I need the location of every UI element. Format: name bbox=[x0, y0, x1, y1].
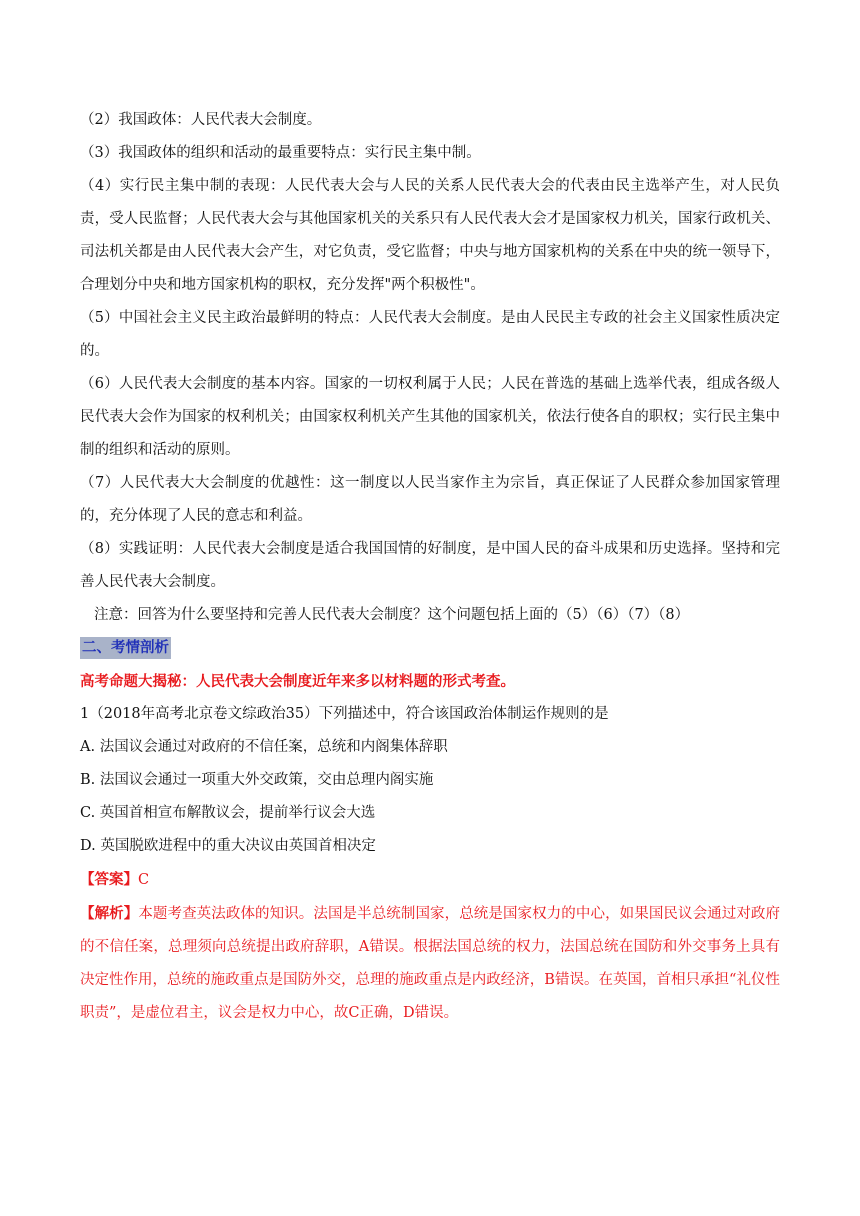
paragraph-5: （5）中国社会主义民主政治最鲜明的特点：人民代表大会制度。是由人民民主专政的社会主义国家性质决定的。 bbox=[80, 310, 780, 359]
analysis-label: 【解析】 bbox=[80, 905, 139, 922]
paragraph-6: （6）人民代表大会制度的基本内容。国家的一切权利属于人民；人民在普选的基础上选举代表，组成各级人民代表大会作为国家的权利机关；由国家权利机关产生其他的国家机关，依法行使各自的职权；实行民主集中制的组织和活动的原则。 bbox=[80, 376, 780, 458]
document-body bbox=[80, 104, 780, 1030]
exam-reveal: 高考命题大揭秘：人民代表大会制度近年来多以材料题的形式考查。 bbox=[80, 673, 515, 690]
paragraph-4: （4）实行民主集中制的表现：人民代表大会与人民的关系人民代表大会的代表由民主选举产生，对人民负责，受人民监督；人民代表大会与其他国家机关的关系只有人民代表大会才是国家权力机关，国家行政机关、司法机关都是由人民代表大会产生，对它负责，受它监督；中央与地方国家机构的关系在中央的统一领导下，合理划分中央和地方国家机构的职权，充分发挥"两个积极性"。 bbox=[80, 178, 780, 293]
paragraph-7: （7）人民代表大大会制度的优越性：这一制度以人民当家作主为宗旨，真正保证了人民群众参加国家管理的，充分体现了人民的意志和利益。 bbox=[80, 475, 780, 524]
note-paragraph: 注意：回答为什么要坚持和完善人民代表大会制度？这个问题包括上面的（5）（6）（7）（8） bbox=[94, 607, 690, 623]
analysis-paragraph bbox=[80, 897, 780, 1030]
question-option-a: A. 法国议会通过对政府的不信任案，总统和内阁集体辞职 bbox=[80, 739, 448, 755]
question-option-c: C. 英国首相宣布解散议会，提前举行议会大选 bbox=[80, 805, 376, 821]
question-option-b: B. 法国议会通过一项重大外交政策，交由总理内阁实施 bbox=[80, 772, 434, 788]
answer-label: 【答案】 bbox=[80, 871, 138, 888]
question-option-d: D. 英国脱欧进程中的重大决议由英国首相决定 bbox=[80, 838, 376, 854]
section-heading-line bbox=[80, 632, 780, 665]
question-stem: 1（2018年高考北京卷文综政治35）下列描述中，符合该国政治体制运作规则的是 bbox=[80, 706, 609, 722]
paragraph-8: （8）实践证明：人民代表大会制度是适合我国国情的好制度，是中国人民的奋斗成果和历史选择。坚持和完善人民代表大会制度。 bbox=[80, 541, 780, 590]
answer-line bbox=[80, 863, 780, 897]
paragraph-2: （2）我国政体：人民代表大会制度。 bbox=[80, 112, 322, 128]
section-heading: 二、考情剖析 bbox=[80, 637, 171, 659]
paragraph-3: （3）我国政体的组织和活动的最重要特点：实行民主集中制。 bbox=[80, 145, 481, 161]
analysis-text: 本题考查英法政体的知识。法国是半总统制国家，总统是国家权力的中心，如果国民议会通过对政府的不信任案，总理须向总统提出政府辞职，A错误。根据法国总统的权力，法国总统在国防和外交事务上具有决定性作用，总统的施政重点是国防外交，总理的施政重点是内政经济，B错误。在英国，首相只承担“礼仪性职责”，是虚位君主，议会是权力中心，故C正确，D错误。 bbox=[80, 906, 780, 1021]
answer-value: C bbox=[138, 872, 150, 888]
